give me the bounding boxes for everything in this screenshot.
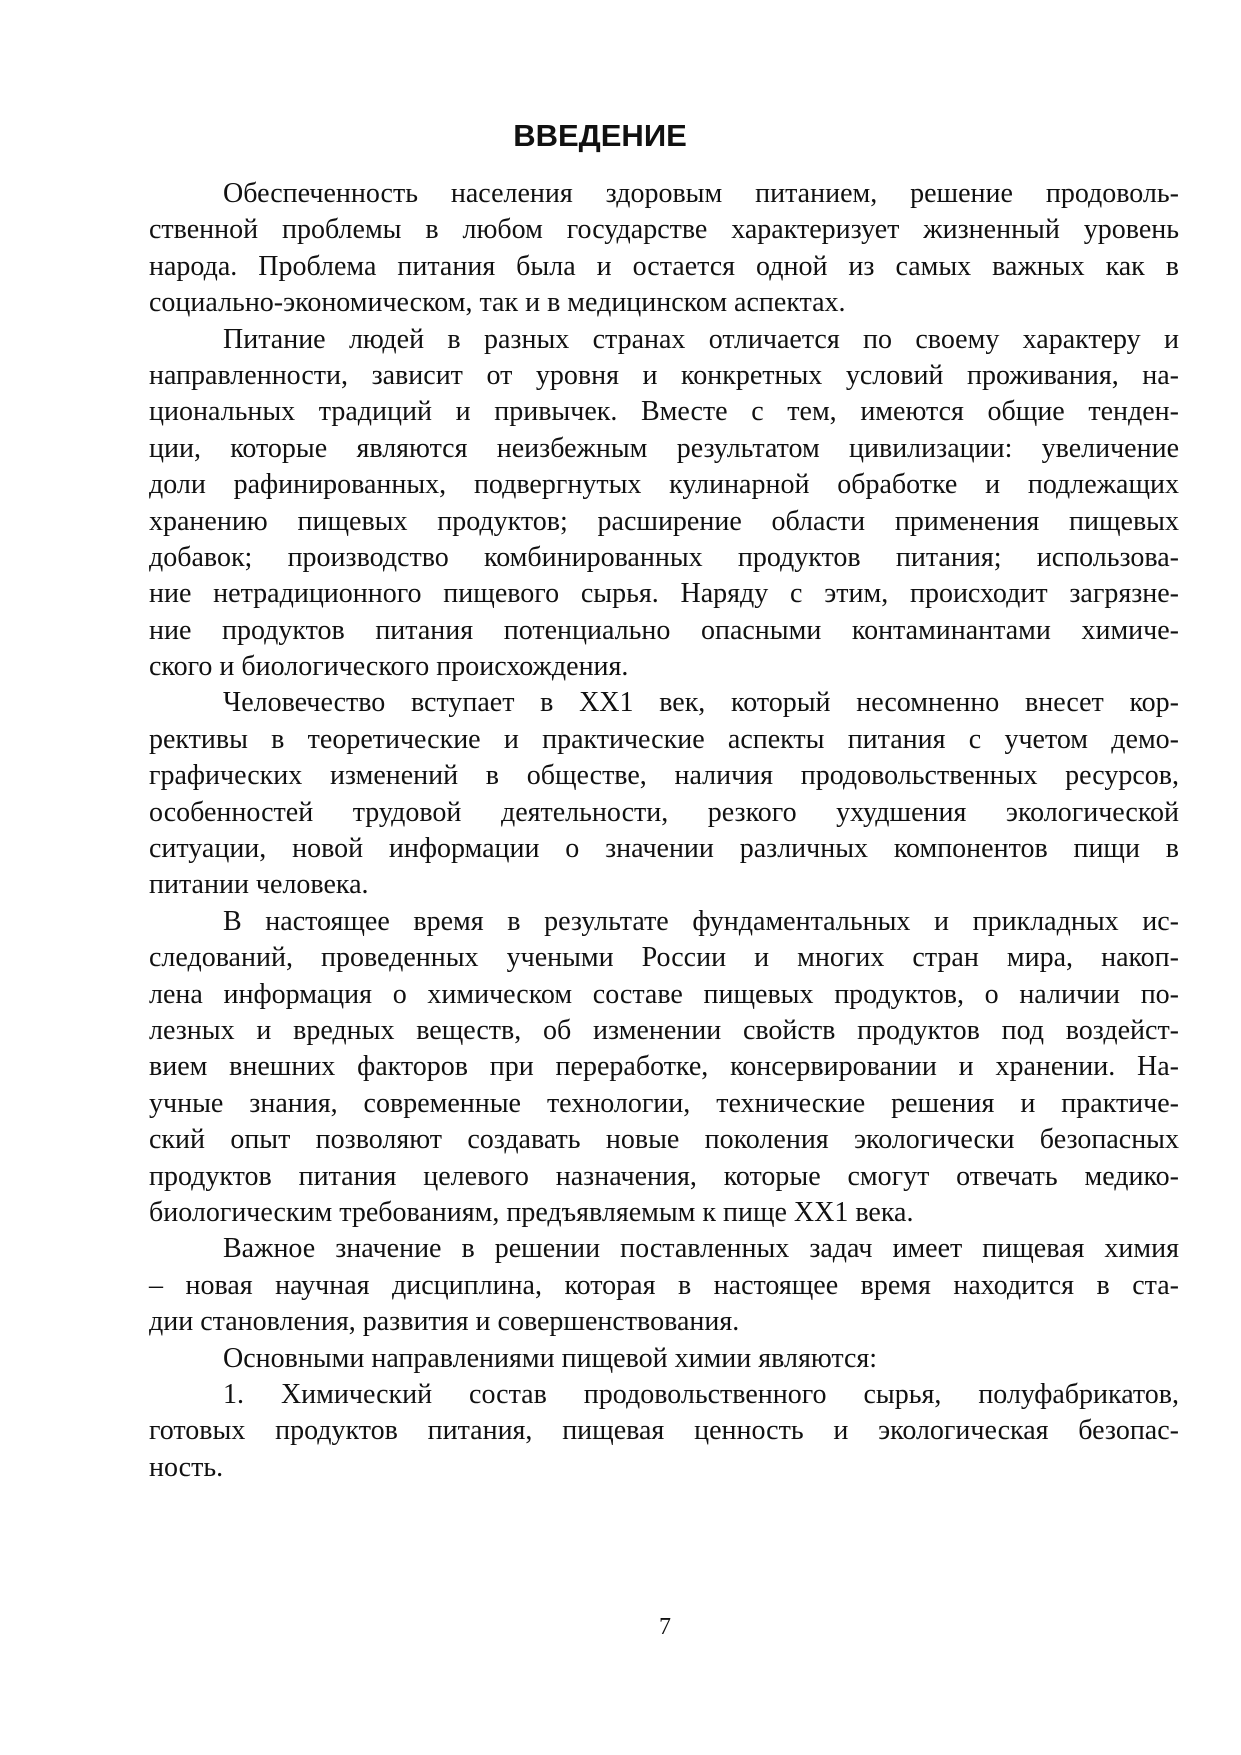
page-title: ВВЕДЕНИЕ: [513, 118, 687, 153]
text-line: 1. Химический состав продовольственного сырья, полуфабрикатов,: [223, 1378, 1179, 1410]
text-line: доли рафинированных, подвергнутых кулинарной обработке и подлежащих: [149, 469, 1179, 501]
text-line: вием внешних факторов при переработке, консервировании и хранении. На-: [149, 1051, 1179, 1083]
text-line: ственной проблемы в любом государстве характеризует жизненный уровень: [149, 214, 1179, 246]
text-line: ние продуктов питания потенциально опасными контаминантами химиче-: [149, 614, 1179, 646]
text-line: продуктов питания целевого назначения, которые смогут отвечать медико-: [149, 1160, 1179, 1192]
page-number: 7: [659, 1614, 671, 1640]
text-line: хранению пищевых продуктов; расширение области применения пищевых: [149, 505, 1179, 537]
body-text: [149, 176, 1179, 1486]
text-line: народа. Проблема питания была и остается одной из самых важных как в: [149, 250, 1179, 282]
text-line: Питание людей в разных странах отличается по своему характеру и: [223, 323, 1179, 355]
text-line: особенностей трудовой деятельности, резкого ухудшения экологической: [149, 796, 1179, 828]
text-line: следований, проведенных учеными России и многих стран мира, накоп-: [149, 942, 1179, 974]
text-line: Важное значение в решении поставленных задач имеет пищевая химия: [223, 1233, 1179, 1265]
text-line: Основными направлениями пищевой химии являются:: [223, 1342, 878, 1374]
text-line: направленности, зависит от уровня и конкретных условий проживания, на-: [149, 359, 1179, 391]
text-line: – новая научная дисциплина, которая в настоящее время находится в ста-: [149, 1269, 1179, 1301]
text-line: дии становления, развития и совершенствования.: [149, 1306, 740, 1338]
text-line: учные знания, современные технологии, технические решения и практиче-: [149, 1087, 1179, 1119]
text-line: циональных традиций и привычек. Вместе с тем, имеются общие тенден-: [149, 396, 1179, 428]
text-line: ность.: [149, 1451, 224, 1483]
text-line: ского и биологического происхождения.: [149, 651, 629, 683]
text-line: лена информация о химическом составе пищевых продуктов, о наличии по-: [149, 978, 1179, 1010]
text-line: Человечество вступает в ХХ1 век, который несомненно внесет кор-: [223, 687, 1179, 719]
text-line: ции, которые являются неизбежным результатом цивилизации: увеличение: [149, 432, 1179, 464]
text-line: ние нетрадиционного пищевого сырья. Наряду с этим, происходит загрязне-: [149, 578, 1179, 610]
text-line: биологическим требованиям, предъявляемым к пище ХХ1 века.: [149, 1196, 914, 1228]
text-line: Обеспеченность населения здоровым питанием, решение продоволь-: [223, 178, 1179, 209]
text-line: В настоящее время в результате фундаментальных и прикладных ис-: [223, 905, 1179, 937]
text-line: ский опыт позволяют создавать новые поколения экологически безопасных: [149, 1124, 1179, 1156]
text-line: социально-экономическом, так и в медицинском аспектах.: [149, 287, 846, 319]
text-line: питании человека.: [149, 869, 369, 901]
text-line: добавок; производство комбинированных продуктов питания; использова-: [149, 541, 1179, 573]
text-line: лезных и вредных веществ, об изменении свойств продуктов под воздейст-: [149, 1014, 1179, 1046]
text-line: готовых продуктов питания, пищевая ценность и экологическая безопас-: [149, 1415, 1179, 1447]
text-line: рективы в теоретические и практические аспекты питания с учетом демо-: [149, 723, 1179, 755]
text-line: графических изменений в обществе, наличия продовольственных ресурсов,: [149, 760, 1179, 792]
text-line: ситуации, новой информации о значении различных компонентов пищи в: [149, 833, 1179, 865]
